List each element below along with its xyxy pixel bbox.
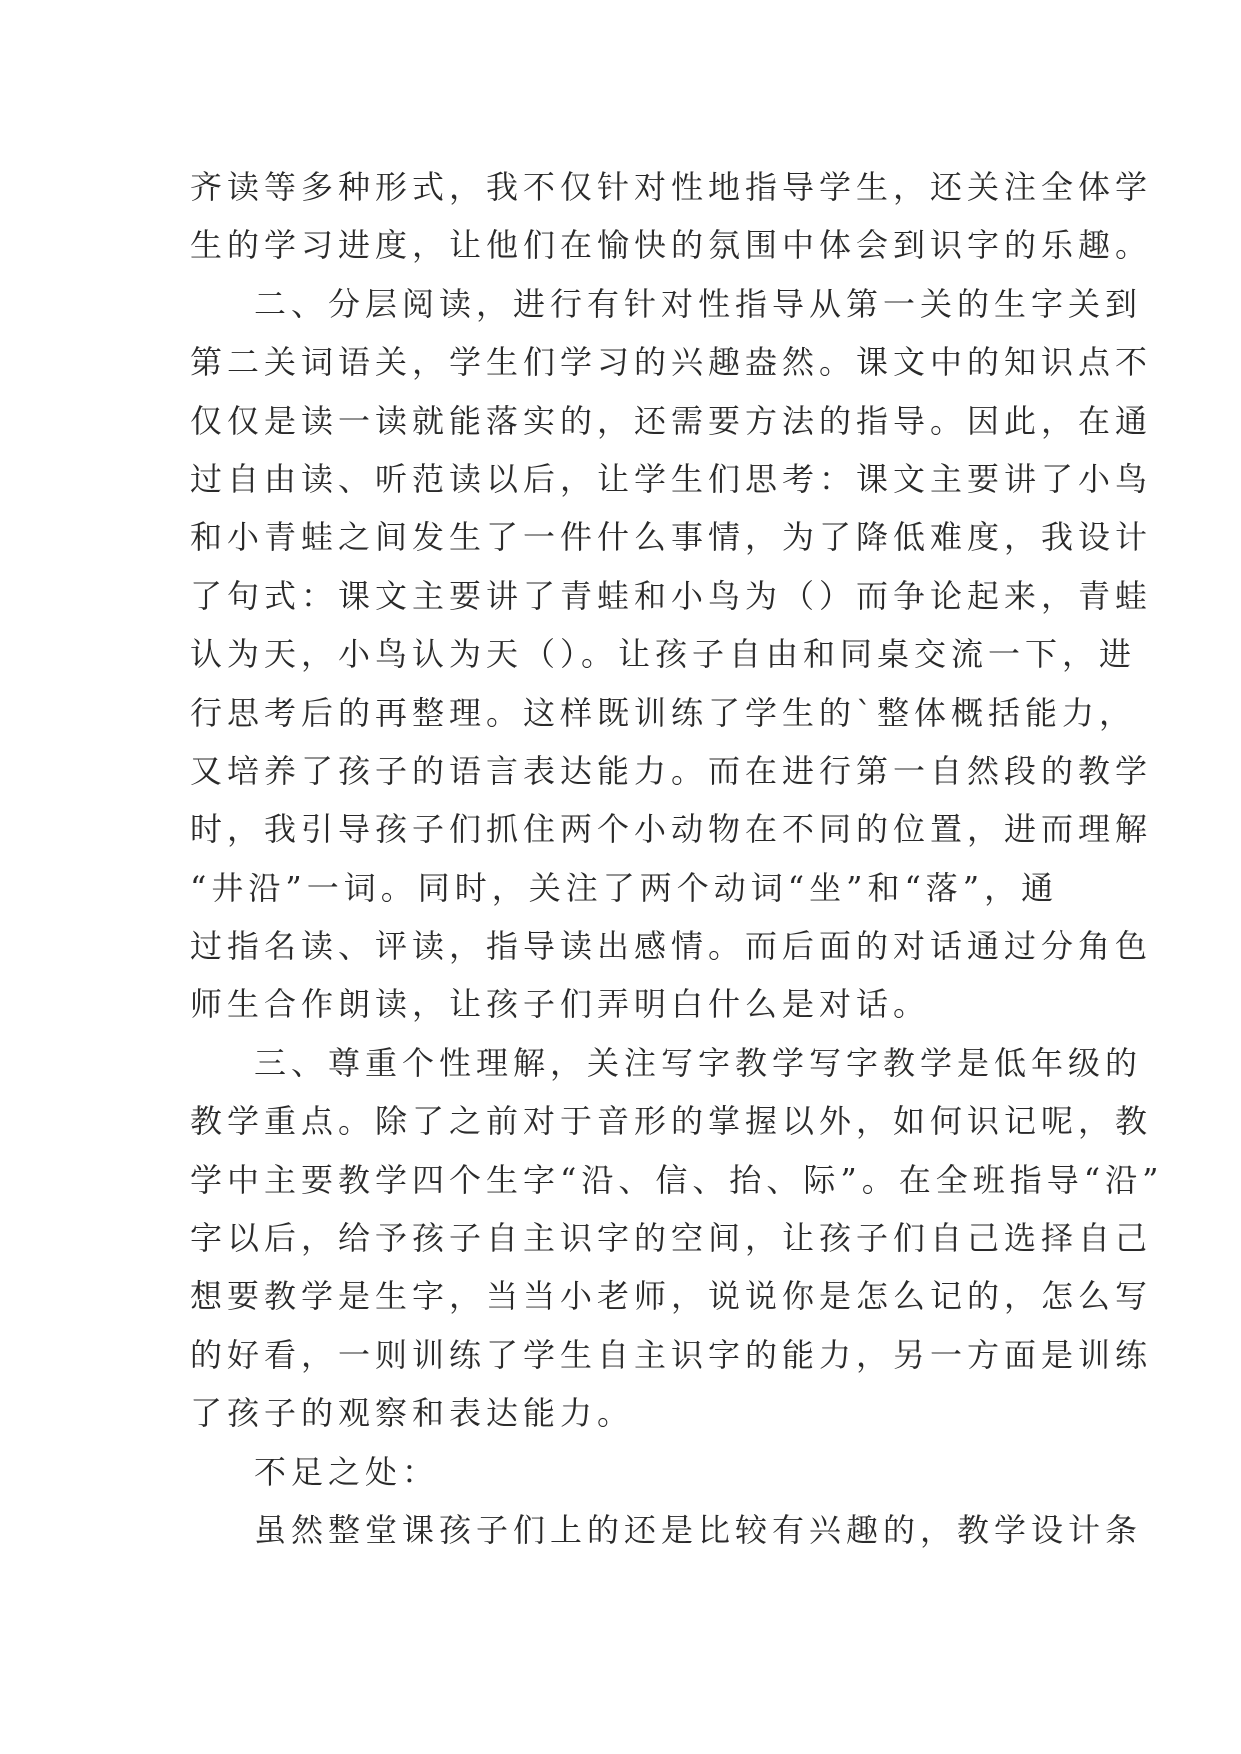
text-line: 时，我引导孩子们抓住两个小动物在不同的位置，进而理解: [190, 810, 1153, 849]
text-line: 第二关词语关，学生们学习的兴趣盎然。课文中的知识点不: [190, 343, 1153, 382]
text-line: 师生合作朗读，让孩子们弄明白什么是对话。: [190, 985, 931, 1024]
text-line: 又培养了孩子的语言表达能力。而在进行第一自然段的教学: [190, 751, 1153, 790]
text-line: 过指名读、评读，指导读出感情。而后面的对话通过分角色: [190, 927, 1153, 966]
text-line: 字以后，给予孩子自主识字的空间，让孩子们自己选择自己: [190, 1219, 1153, 1258]
text-line: 和小青蛙之间发生了一件什么事情，为了降低难度，我设计: [190, 518, 1153, 557]
text-line: 不足之处：: [254, 1452, 440, 1491]
text-line: 二、分层阅读，进行有针对性指导从第一关的生字关到: [254, 284, 1143, 323]
text-line: “井沿”一词。同时，关注了两个动词“坐”和“落”，通: [190, 868, 1059, 907]
text-line: 教学重点。除了之前对于音形的掌握以外，如何识记呢，教: [190, 1102, 1153, 1141]
text-line: 三、尊重个性理解，关注写字教学写字教学是低年级的: [254, 1043, 1143, 1082]
text-line: 生的学习进度，让他们在愉快的氛围中体会到识字的乐趣。: [190, 226, 1153, 265]
text-line: 虽然整堂课孩子们上的还是比较有兴趣的，教学设计条: [254, 1510, 1143, 1549]
text-line: 想要教学是生字，当当小老师，说说你是怎么记的，怎么写: [190, 1277, 1153, 1316]
text-line: 认为天，小鸟认为天（）。让孩子自由和同桌交流一下，进: [190, 635, 1137, 674]
text-line: 仅仅是读一读就能落实的，还需要方法的指导。因此，在通: [190, 401, 1153, 440]
text-line: 过自由读、听范读以后，让学生们思考：课文主要讲了小鸟: [190, 459, 1153, 498]
body-text: [190, 158, 1164, 1559]
text-line: 行思考后的再整理。这样既训练了学生的`整体概括能力，: [190, 693, 1137, 732]
text-line: 了句式：课文主要讲了青蛙和小鸟为（）而争论起来，青蛙: [190, 576, 1153, 615]
text-line: 齐读等多种形式，我不仅针对性地指导学生，还关注全体学: [190, 168, 1153, 206]
text-line: 的好看，一则训练了学生自主识字的能力，另一方面是训练: [190, 1335, 1153, 1374]
text-line: 了孩子的观察和表达能力。: [190, 1394, 635, 1433]
text-line: 学中主要教学四个生字“沿、信、抬、际”。在全班指导“沿”: [190, 1160, 1164, 1199]
